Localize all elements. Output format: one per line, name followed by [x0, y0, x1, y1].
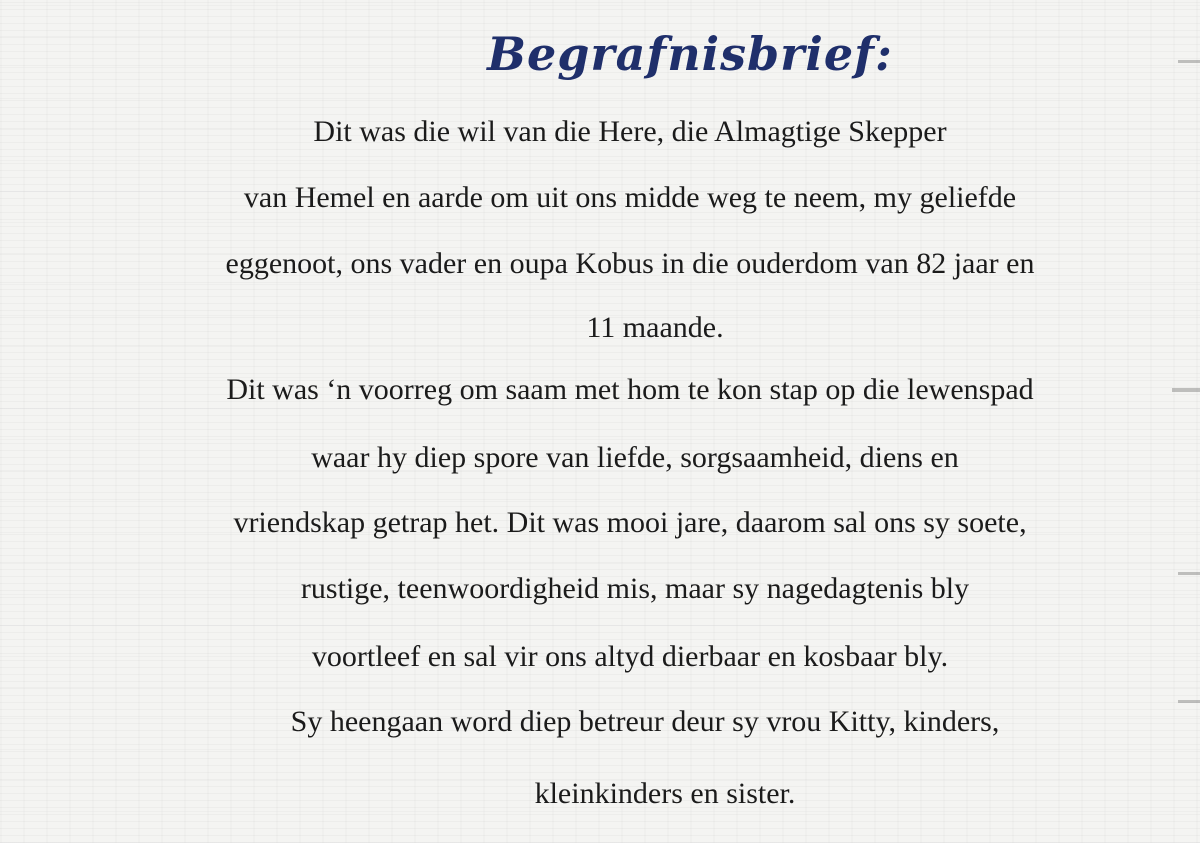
scan-edge-mark [1178, 700, 1200, 703]
letter-line: van Hemel en aarde om uit ons midde weg te neem, my geliefde [243, 181, 1017, 214]
letter-line: vriendskap getrap het. Dit was mooi jare, daarom sal ons sy soete, [233, 506, 1027, 539]
letter-line: 11 maande. [586, 311, 724, 344]
letter-line: eggenoot, ons vader en oupa Kobus in die ouderdom van 82 jaar en [225, 247, 1035, 280]
letter-title: Begrafnisbrief: [487, 27, 893, 81]
scan-edge-mark [1178, 60, 1200, 63]
letter-line: Dit was ‘n voorreg om saam met hom te kon stap op die lewenspad [226, 373, 1034, 406]
letter-line: kleinkinders en sister. [534, 777, 796, 810]
letter-line: voortleef en sal vir ons altyd dierbaar en kosbaar bly. [311, 640, 949, 673]
letter-line: Dit was die wil van die Here, die Almagtige Skepper [313, 115, 947, 148]
letter-line: waar hy diep spore van liefde, sorgsaamheid, diens en [311, 441, 959, 474]
letter-line: rustige, teenwoordigheid mis, maar sy nagedagtenis bly [300, 572, 970, 605]
scan-edge-mark [1178, 572, 1200, 575]
scan-edge-mark [1172, 388, 1200, 392]
letter-line: Sy heengaan word diep betreur deur sy vrou Kitty, kinders, [290, 705, 1000, 738]
